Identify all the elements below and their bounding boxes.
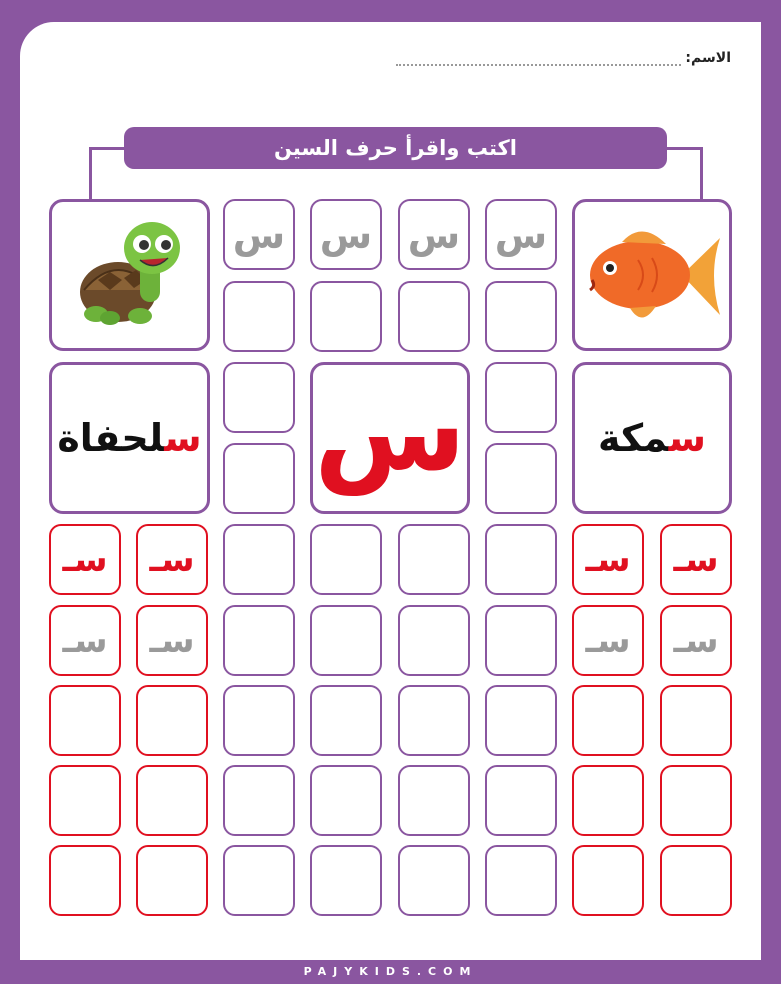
writing-box-red[interactable]	[49, 685, 121, 756]
trace-box[interactable]: س	[398, 199, 470, 270]
writing-box[interactable]	[485, 765, 557, 836]
writing-box[interactable]	[398, 845, 470, 916]
writing-box[interactable]	[485, 524, 557, 595]
writing-box[interactable]	[485, 362, 557, 433]
writing-box[interactable]	[223, 765, 295, 836]
turtle-word-box	[49, 362, 210, 514]
worksheet-title: اكتب واقرأ حرف السين	[124, 127, 667, 169]
fish-icon	[582, 220, 722, 330]
writing-box[interactable]	[223, 524, 295, 595]
writing-box[interactable]	[398, 765, 470, 836]
writing-box-red[interactable]	[136, 765, 208, 836]
writing-box[interactable]	[485, 281, 557, 352]
writing-box[interactable]	[485, 845, 557, 916]
turtle-word: سلحفاة	[57, 416, 202, 460]
writing-box[interactable]	[398, 524, 470, 595]
writing-box[interactable]	[310, 605, 382, 676]
trace-box-red[interactable]: سـ	[136, 524, 208, 595]
writing-box-red[interactable]	[572, 685, 644, 756]
trace-box-gray[interactable]: سـ	[660, 605, 732, 676]
fish-image-box	[572, 199, 732, 351]
writing-box[interactable]	[310, 765, 382, 836]
trace-box[interactable]: س	[223, 199, 295, 270]
name-field[interactable]	[396, 50, 731, 66]
turtle-image-box	[49, 199, 210, 351]
turtle-icon	[70, 210, 190, 340]
center-letter-box	[310, 362, 470, 514]
writing-box[interactable]	[485, 443, 557, 514]
writing-box-red[interactable]	[660, 765, 732, 836]
writing-box[interactable]	[310, 281, 382, 352]
footer-brand: PAJYKIDS.COM	[303, 965, 478, 978]
center-letter: س	[314, 367, 466, 495]
writing-box[interactable]	[223, 281, 295, 352]
trace-box[interactable]: س	[310, 199, 382, 270]
trace-box-red[interactable]: سـ	[572, 524, 644, 595]
writing-box[interactable]	[310, 845, 382, 916]
fish-word: سمكة	[598, 416, 706, 460]
writing-box[interactable]	[223, 362, 295, 433]
trace-box-red[interactable]: سـ	[660, 524, 732, 595]
writing-box-red[interactable]	[660, 845, 732, 916]
writing-box-red[interactable]	[660, 685, 732, 756]
trace-box[interactable]: س	[485, 199, 557, 270]
writing-box-red[interactable]	[572, 765, 644, 836]
writing-box[interactable]	[223, 605, 295, 676]
name-label: الاسم:	[685, 50, 731, 66]
writing-box[interactable]	[223, 443, 295, 514]
writing-box[interactable]	[398, 605, 470, 676]
trace-box-gray[interactable]: سـ	[572, 605, 644, 676]
fish-word-box	[572, 362, 732, 514]
writing-box[interactable]	[223, 845, 295, 916]
name-dotted-line[interactable]	[396, 52, 681, 66]
writing-box-red[interactable]	[572, 845, 644, 916]
writing-box[interactable]	[485, 605, 557, 676]
writing-box-red[interactable]	[49, 845, 121, 916]
writing-box[interactable]	[310, 685, 382, 756]
writing-box-red[interactable]	[136, 685, 208, 756]
writing-box[interactable]	[310, 524, 382, 595]
writing-box-red[interactable]	[49, 765, 121, 836]
writing-box[interactable]	[398, 685, 470, 756]
writing-box[interactable]	[398, 281, 470, 352]
writing-box[interactable]	[485, 685, 557, 756]
writing-box[interactable]	[223, 685, 295, 756]
trace-box-gray[interactable]: سـ	[136, 605, 208, 676]
right-connector	[662, 147, 703, 202]
trace-box-gray[interactable]: سـ	[49, 605, 121, 676]
writing-box-red[interactable]	[136, 845, 208, 916]
trace-box-red[interactable]: سـ	[49, 524, 121, 595]
